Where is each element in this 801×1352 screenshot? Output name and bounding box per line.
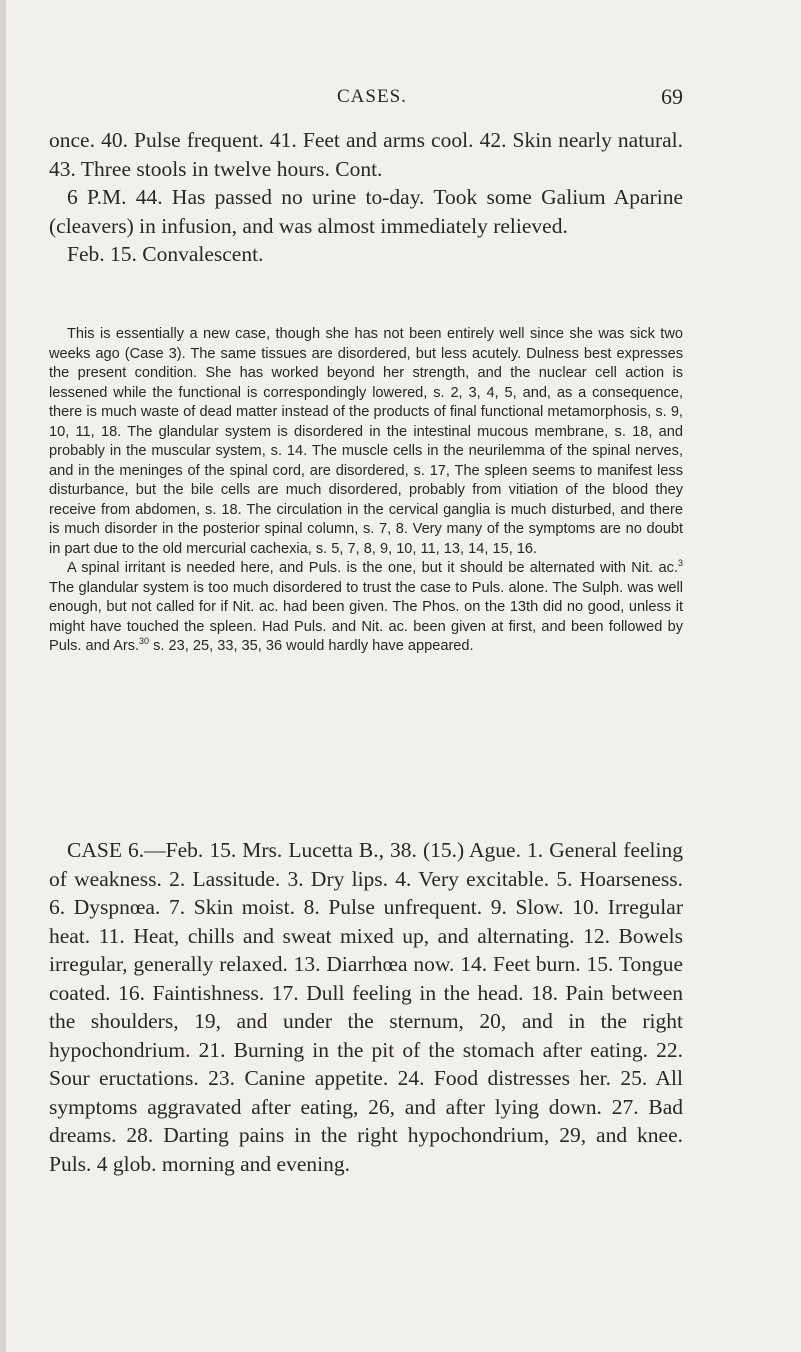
page-edge-shadow — [0, 0, 6, 1352]
commentary-remedy — [49, 559, 683, 657]
commentary — [49, 325, 683, 657]
case-entry-symptoms: once. 40. Pulse frequent. 41. Feet and arms cool. 42. Skin nearly natural. 43. Three stools in twelve hours. Cont. — [49, 128, 683, 181]
running-title: CASES. — [337, 86, 407, 107]
case-6-text: CASE 6.—Feb. 15. Mrs. Lucetta B., 38. (15.) Ague. 1. General feeling of weakness. 2. Lassitude. 3. Dry lips. 4. Very excitable. 5. Hoarseness. 6. Dyspnœa. 7. Skin moist. 8. Pulse unfrequent. 9. Slow. 10. Irregular heat. 11. Heat, chills and sweat mixed up, and alternating. 12. Bowels irregular, generally relaxed. 13. Diarrhœa now. 14. Feet burn. 15. Tongue coated. 16. Faintishness. 17. Dull feeling in the head. 18. Pain between the shoulders, 19, and under the sternum, 20, and in the right hypochondrium. 21. Burning in the pit of the stomach after eating. 22. Sour eructations. 23. Canine appetite. 24. Food distresses her. 25. All symptoms aggravated after eating, 26, and after lying down. 27. Bad dreams. 28. Darting pains in the right hypochondrium, 29, and knee. Puls. 4 glob. morning and evening. — [49, 838, 683, 1176]
footnote-ref-1: 3 — [677, 558, 683, 569]
case-entry-evening — [49, 183, 683, 240]
remedy-text-b: The glandular system is too much disordered to trust the case to Puls. alone. The Sulph. was well enough, but not called for if Nit. ac. had been given. The Phos. on the 13th did no good, unless it might have touched the spleen. Had Puls. and Nit. ac. been given at first, and been followed by Puls. and Ars. — [49, 579, 683, 654]
page-number: 69 — [661, 84, 683, 109]
case-6 — [49, 836, 683, 1178]
case-continuation — [49, 126, 683, 269]
remedy-text-c: s. 23, 25, 33, 35, 36 would hardly have appeared. — [149, 638, 474, 654]
commentary-analysis: This is essentially a new case, though she has not been entirely well since she was sick two weeks ago (Case 3). The same tissues are disordered, but less acutely. Dulness best expresses the present condition. She has worked beyond her strength, and the nuclear cell action is lessened while the functional is correspondingly lowered, s. 2, 3, 4, 5, and, as a consequence, there is much waste of dead matter instead of the products of final functional metamorphosis, s. 9, 10, 11, 18. The glandular system is disordered in the intestinal mucous membrane, s. 18, and probably in the muscular system, s. 14. The muscle cells in the neurilemma of the spinal nerves, and in the meninges of the spinal cord, are disordered, s. 17, The spleen seems to manifest less disturbance, but the bile cells are much disordered, probably from vitiation of the blood they receive from abdomen, s. 18. The circulation in the cervical ganglia is much disturbed, and there is much disorder in the posterior spinal column, s. 7, 8. Very many of the symptoms are no doubt in part due to the old mercurial cachexia, s. 5, 7, 8, 9, 10, 11, 13, 14, 15, 16. — [49, 326, 683, 557]
evening-text: 44. Has passed no urine to-day. Took some Galium Aparine (cleavers) in infusion, and was almost immediately relieved. — [49, 185, 683, 238]
case-entry-convalescent: Feb. 15. Convalescent. — [67, 242, 264, 266]
time-label: 6 P.M. — [67, 185, 127, 209]
remedy-text-a: A spinal irritant is needed here, and Puls. is the one, but it should be alternated with Nit. ac. — [67, 560, 678, 576]
footnote-ref-2: 30 — [139, 636, 150, 647]
